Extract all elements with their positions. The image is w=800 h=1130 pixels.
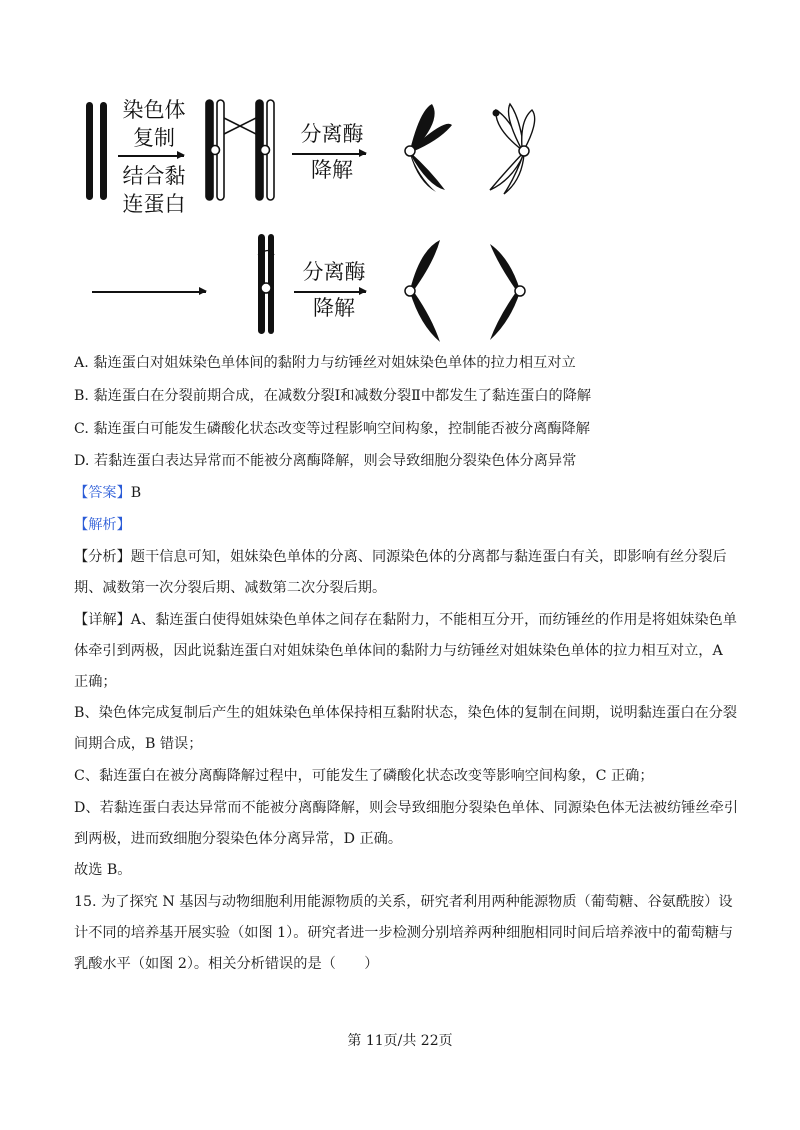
detail-a-line-3: 正确； xyxy=(74,674,117,690)
label-step1-top xyxy=(116,96,192,152)
label-step2-bottom: 降解 xyxy=(311,158,353,182)
option-b: B. 黏连蛋白在分裂前期合成，在减数分裂Ⅰ和减数分裂Ⅱ中都发生了黏连蛋白的降解 xyxy=(74,388,592,404)
analysis-heading xyxy=(74,515,760,535)
option-a: A. 黏连蛋白对姐妹染色单体间的黏附力与纺锤丝对姐妹染色单体的拉力相互对立 xyxy=(74,355,576,371)
unreplicated-chromosomes xyxy=(86,102,107,200)
detail-b-line-2: 间期合成，B 错误； xyxy=(74,736,203,752)
answer-line xyxy=(74,483,760,503)
separated-homologs xyxy=(405,104,535,194)
detail-d-line-2: 到两极，进而致细胞分裂染色体分离异常，D 正确。 xyxy=(74,831,403,847)
detail-d-line-1: D、若黏连蛋白表达异常而不能被分离酶降解，则会导致细胞分裂染色单体、同源染色体无法被纺锤丝牵引 xyxy=(74,800,739,816)
label-text: 染色体 xyxy=(122,98,186,122)
detail-a-line-2: 体牵引到两极，因此说黏连蛋白对姐妹染色单体间的黏附力与纺锤丝对姐妹染色单体的拉力相互对立，A xyxy=(74,643,723,659)
detail-tag: 【详解】 xyxy=(74,612,131,628)
replicated-chromosomes xyxy=(206,100,274,200)
detail-text: A、黏连蛋白使得姐妹染色单体之间存在黏附力，不能相互分开，而纺锤丝的作用是将姐妹染色单 xyxy=(130,612,737,628)
option-c: C. 黏连蛋白可能发生磷酸化状态改变等过程影响空间构象，控制能否被分离酶降解 xyxy=(74,421,590,437)
label-step3-bottom: 降解 xyxy=(313,296,355,320)
conclusion: 故选 B。 xyxy=(74,862,132,878)
fenxi-text: 题干信息可知，姐妹染色单体的分离、同源染色体的分离都与黏连蛋白有关，即影响有丝分裂后 xyxy=(130,549,727,565)
metaphase-chromosome xyxy=(258,234,274,334)
page-footer: 第 11页/共 22页 xyxy=(347,1033,453,1049)
fenxi-line-2: 期、减数第一次分裂后期、减数第二次分裂后期。 xyxy=(74,580,387,596)
fenxi-tag: 【分析】 xyxy=(74,549,131,565)
arrow-2 xyxy=(292,153,366,155)
answer-tag: 【答案】 xyxy=(74,485,131,501)
label-step1-bottom xyxy=(116,162,192,218)
detail-a-line-1 xyxy=(74,610,760,630)
label-text: 结合黏 xyxy=(122,164,186,188)
label-step3-top: 分离酶 xyxy=(302,260,366,284)
label-step2-top: 分离酶 xyxy=(300,122,364,146)
q15-line-2: 计不同的培养基开展实验（如图 1）。研究者进一步检测分别培养两种细胞相同时间后培养液中的葡萄糖与 xyxy=(74,925,734,941)
arrow-3 xyxy=(294,291,366,293)
arrow-1 xyxy=(118,155,184,157)
detail-b-line-1: B、染色体完成复制后产生的姐妹染色单体保持相互黏附状态，染色体的复制在间期，说明黏连蛋白在分裂 xyxy=(74,705,738,721)
label-text: 复制 xyxy=(133,126,175,150)
arrow-long xyxy=(92,291,206,293)
q15-line-1: 15. 为了探究 N 基因与动物细胞利用能源物质的关系，研究者利用两种能源物质（葡萄糖、谷氨酰胺）设 xyxy=(74,894,733,910)
detail-c-line-1: C、黏连蛋白在被分离酶降解过程中，可能发生了磷酸化状态改变等影响空间构象，C 正确； xyxy=(74,768,654,784)
q15-line-3: 乳酸水平（如图 2）。相关分析错误的是（ ） xyxy=(74,956,379,972)
separated-chromatids xyxy=(405,240,525,342)
label-text: 连蛋白 xyxy=(122,192,186,216)
analysis-tag: 【解析】 xyxy=(74,517,131,533)
fenxi-line-1 xyxy=(74,547,760,567)
answer-value: B xyxy=(130,485,142,501)
option-d: D. 若黏连蛋白表达异常而不能被分离酶降解，则会导致细胞分裂染色体分离异常 xyxy=(74,453,577,469)
